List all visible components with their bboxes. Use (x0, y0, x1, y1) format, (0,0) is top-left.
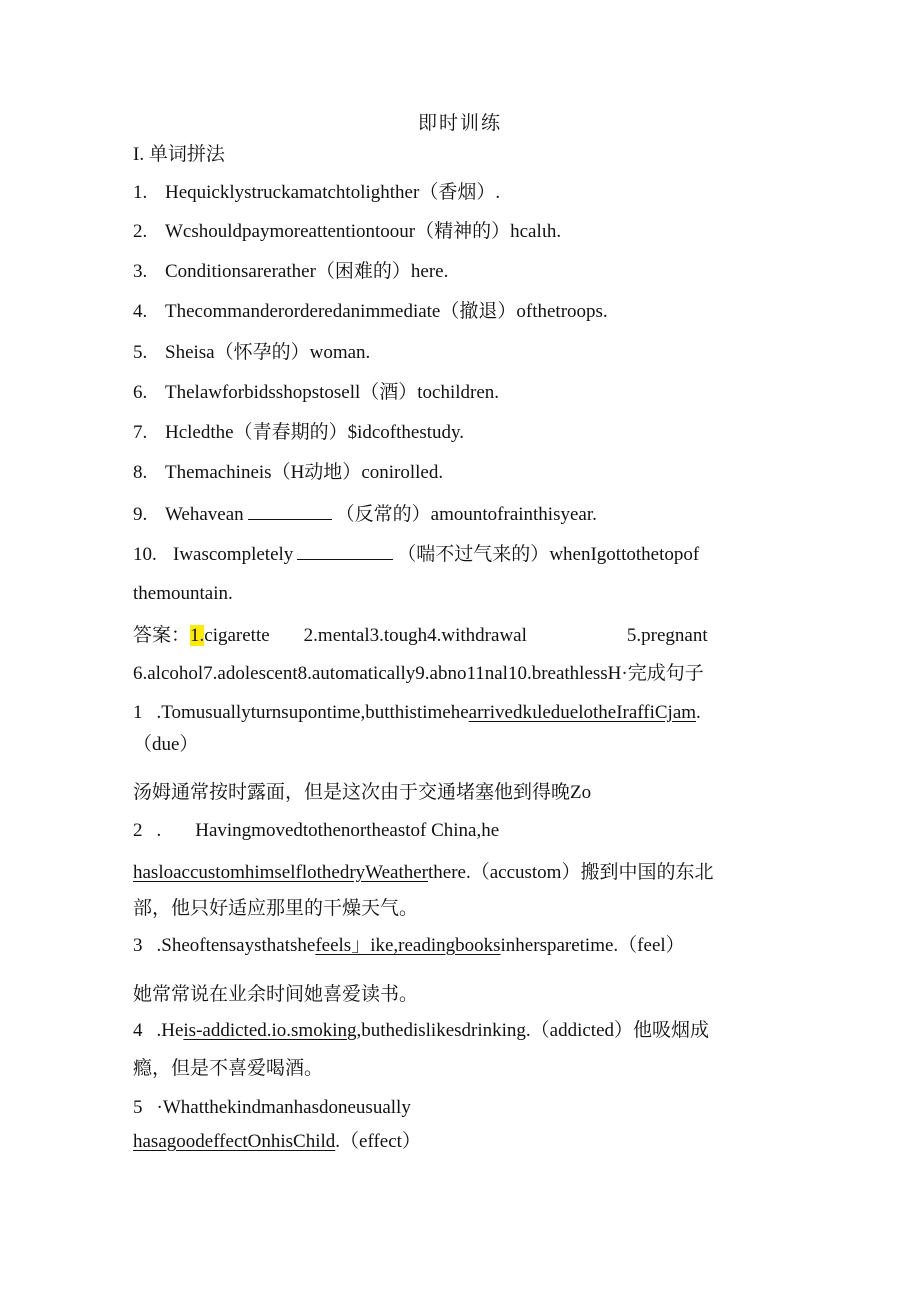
sentence-number: 3 (133, 935, 143, 956)
sentence-2 (133, 818, 499, 844)
item-text-end: tochildren. (417, 382, 500, 403)
sentence-number: 4 (133, 1020, 143, 1041)
item-hint: （困难的） (315, 261, 411, 282)
answers-line-1 (133, 623, 708, 649)
item-text-end: hcalιh. (510, 221, 562, 242)
item-text-end: $idcofthestudy. (347, 422, 465, 443)
underlined-answer: feels」ike,readingbooks (315, 935, 501, 956)
sentence-text: ·Whatthekindmanhasdoneusually (156, 1097, 411, 1118)
section-heading-spelling: I. 单词拼法 (133, 144, 225, 165)
item-text-end: woman. (309, 342, 371, 363)
item-text: Iwascompletely (173, 544, 294, 565)
sentence-3-translation: 她常常说在业余时间她喜爱读书。 (133, 984, 419, 1005)
item-text-end: . (495, 182, 501, 203)
highlighted-number: 1. (190, 625, 205, 646)
item-hint: （撤退） (440, 301, 517, 322)
item-5 (133, 340, 370, 366)
sentence-number: 5 (133, 1097, 143, 1118)
page-title: 即时训练 (417, 113, 502, 134)
sentence-text: .Tomusuallyturnsupontime,butthistimehe (156, 702, 469, 723)
item-text: Sheisa (165, 342, 215, 363)
item-10 (133, 541, 699, 568)
item-hint: （酒） (360, 382, 418, 403)
sentence-5-line-2 (133, 1129, 421, 1155)
item-number: 2. (133, 221, 148, 242)
sentence-end: . (696, 702, 701, 723)
answers-2-4: 2.mental3.tough4.withdrawal (303, 625, 527, 646)
item-text: Hcledthe (165, 422, 234, 443)
item-text: Wcshouldpaymoreattentiontoour (165, 221, 416, 242)
item-4 (133, 299, 608, 325)
item-9 (133, 501, 597, 528)
item-hint: （反常的） (335, 504, 431, 525)
sentence-text: there.（accustom）搬到中国的东北 (427, 862, 714, 883)
answers-line-2: 6.alcohol7.adolescent8.automatically9.abno11nal10.breathlessH·完成句子 (133, 663, 704, 684)
item-number: 1. (133, 182, 148, 203)
item-2 (133, 219, 561, 245)
item-number: 4. (133, 301, 148, 322)
underlined-answer: arrivedkιleduelotheIraffiCjam (468, 702, 697, 723)
answer-5: 5.pregnant (626, 625, 708, 646)
item-7 (133, 420, 464, 446)
item-number: 10. (133, 544, 157, 565)
sentence-dot: . (156, 820, 162, 841)
sentence-1 (133, 700, 701, 726)
sentence-end: inhersparetime.（feel） (500, 935, 685, 956)
sentence-number: 1 (133, 702, 143, 723)
item-hint: （青春期的） (233, 422, 348, 443)
item-hint: （香烟） (419, 182, 496, 203)
sentence-end: .（effect） (335, 1131, 421, 1152)
item-text-end: ofthetroops. (516, 301, 608, 322)
item-text-end: conirolled. (361, 462, 444, 483)
item-number: 6. (133, 382, 148, 403)
sentence-text: .Sheoftensaysthatshe (156, 935, 316, 956)
sentence-2-line-2 (133, 860, 713, 886)
sentence-4 (133, 1018, 709, 1044)
item-3 (133, 259, 448, 285)
item-text: Wehavean (165, 504, 244, 525)
item-1 (133, 180, 500, 206)
sentence-3 (133, 933, 685, 959)
sentence-text: .He (156, 1020, 184, 1041)
item-text-end: amountofrainthisyear. (430, 504, 597, 525)
item-hint: （怀孕的） (214, 342, 310, 363)
answer-blank[interactable] (248, 501, 332, 520)
item-text: Thelawforbidsshopstosell (165, 382, 361, 403)
item-6 (133, 380, 499, 406)
item-text: Hequicklystruckamatchtolighther (165, 182, 420, 203)
item-text-end: whenIgottothetopof (549, 544, 700, 565)
sentence-5 (133, 1095, 411, 1121)
item-number: 7. (133, 422, 148, 443)
sentence-4-translation: 瘾，但是不喜爱喝酒。 (133, 1058, 324, 1079)
answers-label: 答案： (133, 625, 191, 646)
item-number: 9. (133, 504, 148, 525)
item-10-continuation: themountain. (133, 583, 233, 604)
sentence-2-translation: 部，他只好适应那里的干燥天气。 (133, 898, 419, 919)
item-number: 5. (133, 342, 148, 363)
answer-blank[interactable] (297, 541, 393, 560)
sentence-number: 2 (133, 820, 143, 841)
answer-1: cigarette (204, 625, 270, 646)
item-hint: （喘不过气来的） (397, 544, 550, 565)
item-hint: （H动地） (271, 462, 362, 483)
item-8 (133, 460, 443, 486)
item-text-end: here. (410, 261, 449, 282)
item-hint: （精神的） (415, 221, 511, 242)
item-text: Themachineis (165, 462, 272, 483)
sentence-text: Havingmovedtothenortheastof China,he (195, 820, 500, 841)
item-text: Thecommanderorderedanimmediate (165, 301, 441, 322)
sentence-1-translation: 汤姆通常按时露面，但是这次由于交通堵塞他到得晚Zo (133, 782, 592, 803)
item-text: Conditionsarerather (165, 261, 316, 282)
sentence-1-keyword: （due） (133, 734, 199, 755)
underlined-answer: hasagoodeffectOnhisChild (133, 1131, 336, 1152)
underlined-answer: is-addicted.io.smoking (183, 1020, 357, 1041)
item-number: 3. (133, 261, 148, 282)
underlined-answer: hasloaccustomhimselflothedryWeather (133, 862, 428, 883)
sentence-end: ,buthedislikesdrinking.（addicted）他吸烟成 (356, 1020, 710, 1041)
item-number: 8. (133, 462, 148, 483)
